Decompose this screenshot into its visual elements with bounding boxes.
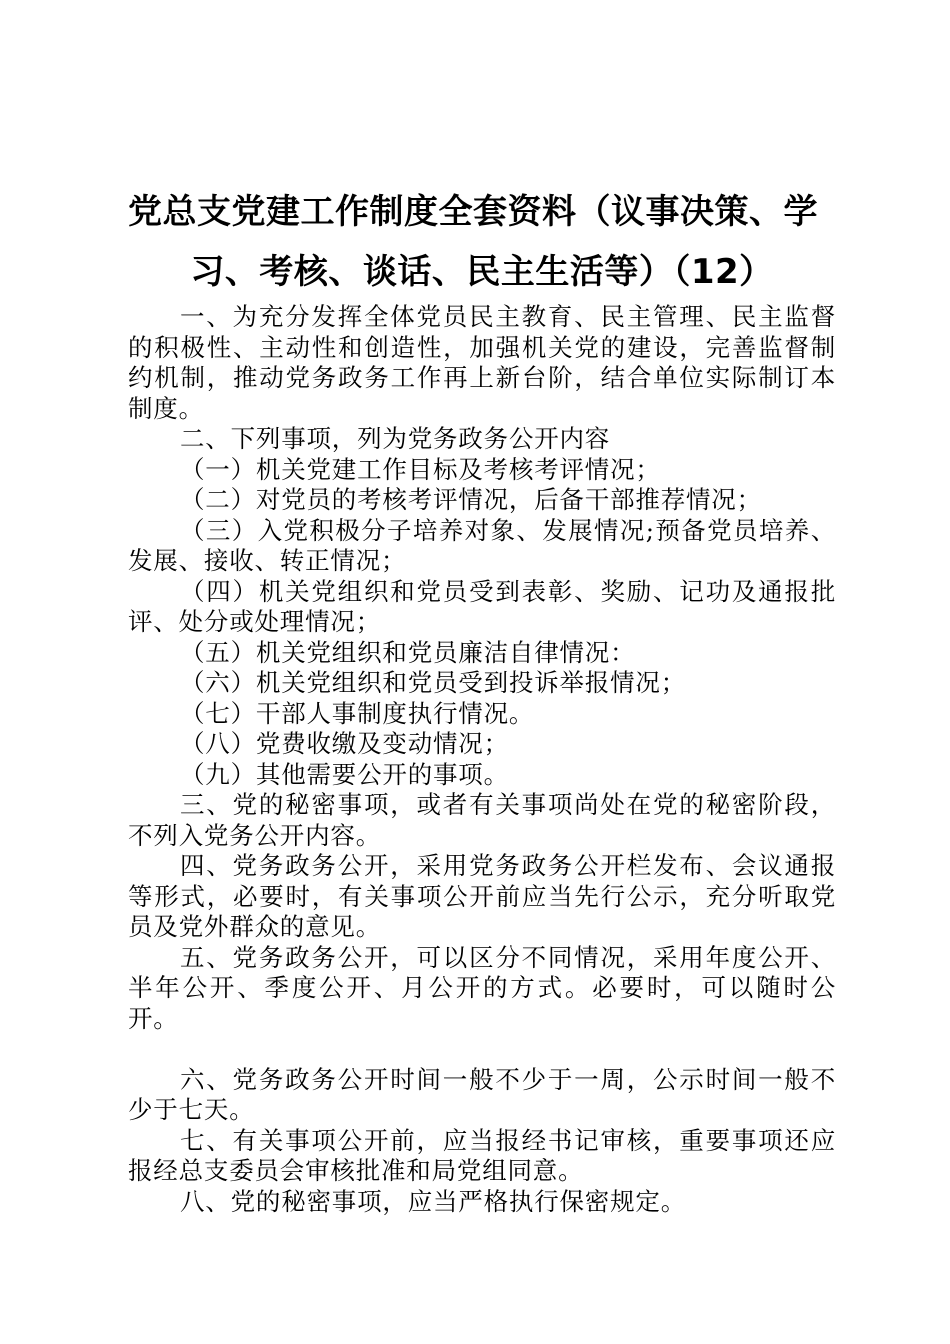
document-title <box>128 182 836 302</box>
list-item-9: （九）其他需要公开的事项。 <box>180 759 509 789</box>
paragraph-1: 一、为充分发挥全体党员民主教育、民主管理、民主监督的积极性、主动性和创造性，加强机关党的建设，完善监督制约机制，推动党务政务工作再上新台阶，结合单位实际制订本制度。 <box>128 302 836 423</box>
list-item-3: （三）入党积极分子培养对象、发展情况;预备党员培养、发展、接收、转正情况； <box>128 515 836 575</box>
paragraph-3: 三、党的秘密事项，或者有关事项尚处在党的秘密阶段，不列入党务公开内容。 <box>128 790 836 850</box>
paragraph-8: 八、党的秘密事项，应当严格执行保密规定。 <box>180 1186 686 1216</box>
list-item-1: （一）机关党建工作目标及考核考评情况； <box>180 454 661 484</box>
paragraph-2: 二、下列事项，列为党务政务公开内容 <box>180 424 611 453</box>
paragraph-6: 六、党务政务公开时间一般不少于一周，公示时间一般不少于七天。 <box>128 1064 836 1124</box>
list-item-8: （八）党费收缴及变动情况； <box>180 729 509 758</box>
list-item-2: （二）对党员的考核考评情况，后备干部推荐情况； <box>180 485 762 514</box>
paragraph-5: 五、党务政务公开，可以区分不同情况，采用年度公开、半年公开、季度公开、月公开的方式。必要时，可以随时公开。 <box>128 942 836 1033</box>
document-title-line-2: 习、考核、谈话、民主生活等）（12） <box>190 252 774 292</box>
document-title-line-1: 党总支党建工作制度全套资料（议事决策、学 <box>128 192 818 232</box>
paragraph-4: 四、党务政务公开，采用党务政务公开栏发布、会议通报等形式，必要时，有关事项公开前应当先行公示，充分听取党员及党外群众的意见。 <box>128 851 836 941</box>
document-page <box>128 182 836 1217</box>
list-item-4: （四）机关党组织和党员受到表彰、奖励、记功及通报批评、处分或处理情况； <box>128 576 836 636</box>
paragraph-7: 七、有关事项公开前，应当报经书记审核，重要事项还应报经总支委员会审核批准和局党组同意。 <box>128 1125 836 1185</box>
list-item-6: （六）机关党组织和党员受到投诉举报情况； <box>180 668 686 697</box>
list-item-5: （五）机关党组织和党员廉洁自律情况： <box>180 637 636 667</box>
blank-line <box>128 1034 836 1065</box>
document-body <box>128 302 836 1217</box>
list-item-7: （七）干部人事制度执行情况。 <box>180 698 535 728</box>
